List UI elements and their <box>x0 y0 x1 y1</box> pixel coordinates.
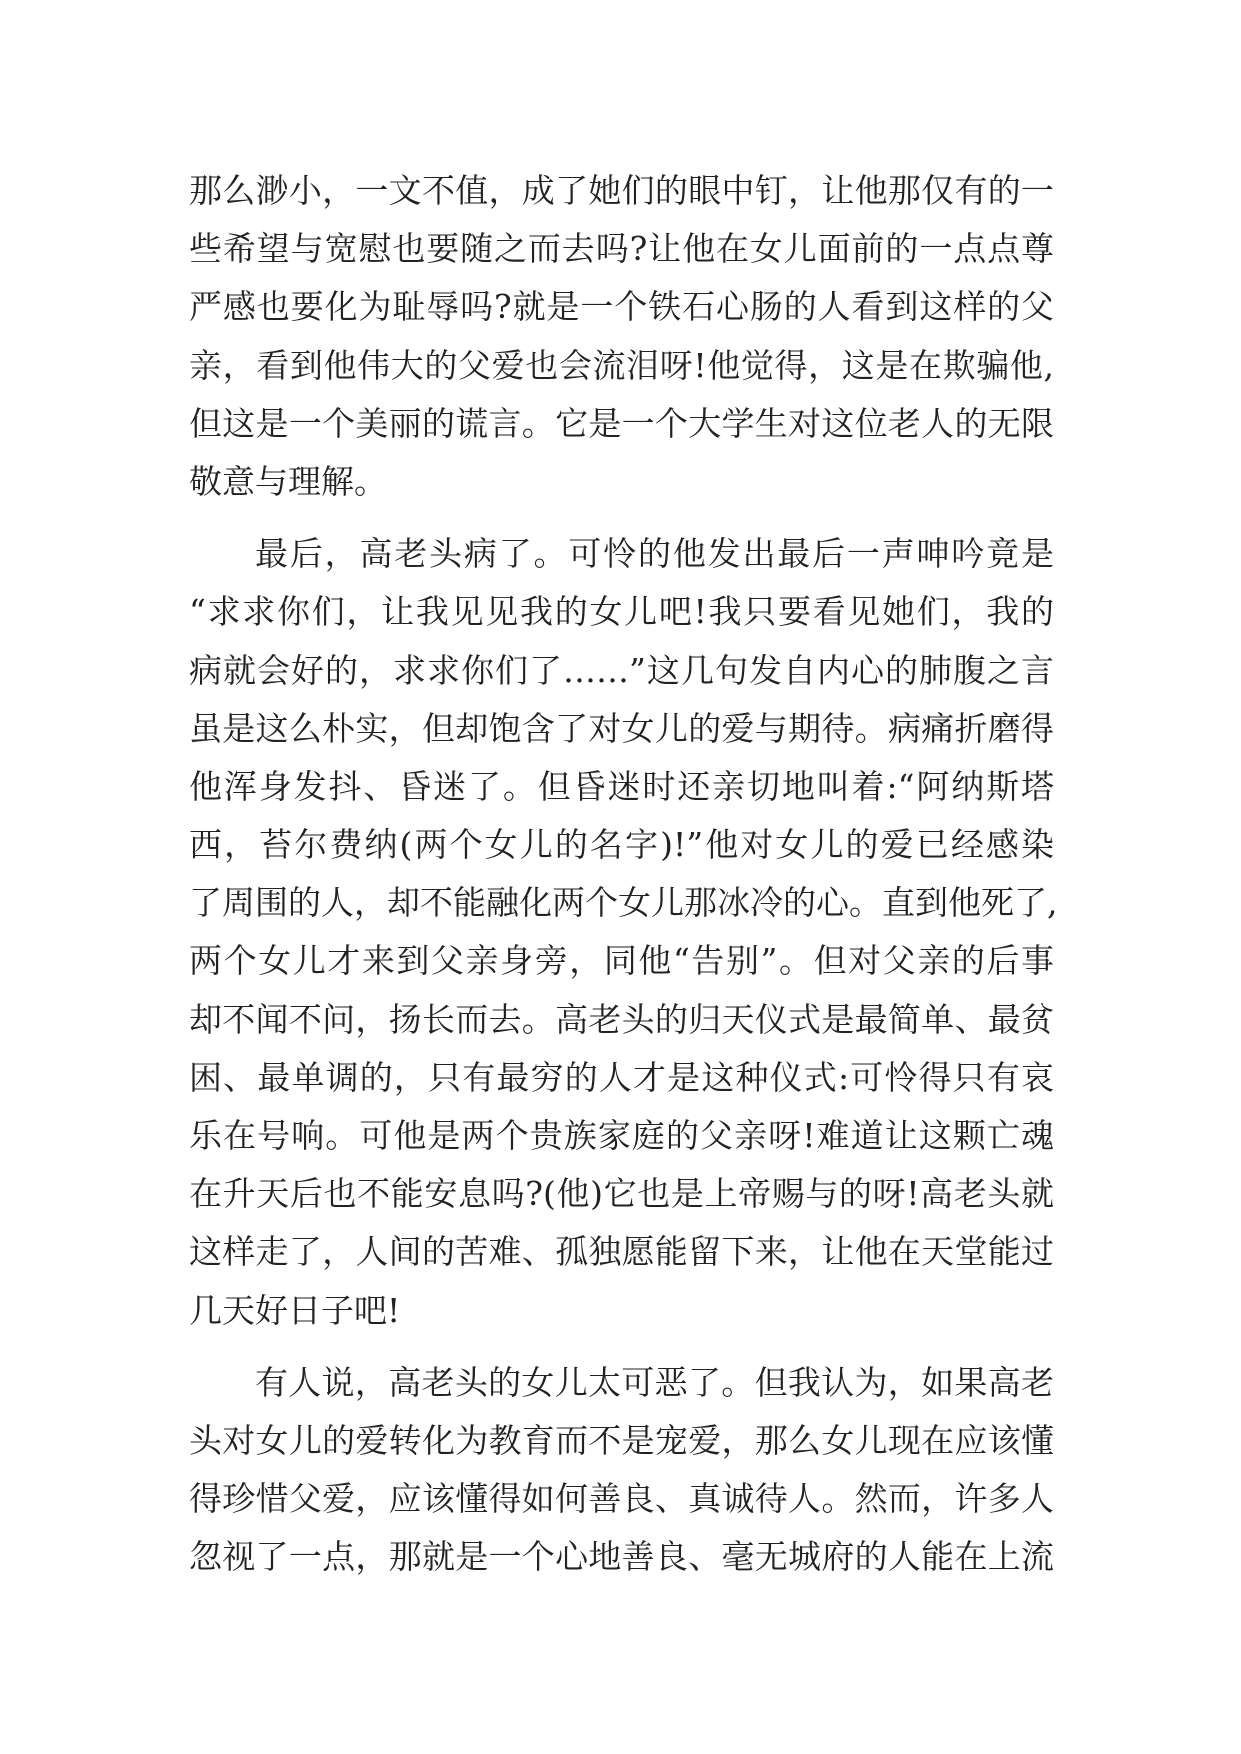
text-line: 虽是这么朴实，但却饱含了对女儿的爱与期待。病痛折磨得 <box>189 708 1054 748</box>
text-line: 最后，高老头病了。可怜的他发出最后一声呻吟竟是 <box>255 534 1054 574</box>
text-line: 在升天后也不能安息吗?(他)它也是上帝赐与的呀!高老头就 <box>189 1174 1054 1214</box>
text-line: 病就会好的，求求你们了……”这几句发自内心的肺腹之言 <box>189 650 1054 690</box>
text-line: 亲，看到他伟大的父爱也会流泪呀!他觉得，这是在欺骗他, <box>189 345 1054 385</box>
text-line: 这样走了，人间的苦难、孤独愿能留下来，让他在天堂能过 <box>189 1232 1054 1272</box>
text-line: 了周围的人，却不能融化两个女儿那冰冷的心。直到他死了, <box>189 883 1058 923</box>
text-line: 忽视了一点，那就是一个心地善良、毫无城府的人能在上流 <box>189 1537 1054 1577</box>
text-line: 几天好日子吧! <box>189 1290 401 1330</box>
text-line: 得珍惜父爱，应该懂得如何善良、真诚待人。然而，许多人 <box>189 1479 1054 1519</box>
text-line: 却不闻不问，扬长而去。高老头的归天仪式是最简单、最贫 <box>189 999 1054 1039</box>
text-line: 两个女儿才来到父亲身旁，同他“告别”。但对父亲的后事 <box>189 941 1054 981</box>
paragraph <box>189 162 1054 511</box>
text-line: 但这是一个美丽的谎言。它是一个大学生对这位老人的无限 <box>189 403 1054 443</box>
text-line: 有人说，高老头的女儿太可恶了。但我认为，如果高老 <box>255 1362 1054 1402</box>
paragraph <box>189 1354 1054 1587</box>
text-line: 困、最单调的，只有最穷的人才是这种仪式:可怜得只有哀 <box>189 1057 1054 1097</box>
paragraph <box>189 525 1058 1340</box>
text-line: 乐在号响。可他是两个贵族家庭的父亲呀!难道让这颗亡魂 <box>189 1116 1054 1155</box>
body-text <box>189 162 1058 1587</box>
text-line: 头对女儿的爱转化为教育而不是宠爱，那么女儿现在应该懂 <box>189 1420 1054 1460</box>
text-line: 敬意与理解。 <box>189 461 387 501</box>
paragraph-gap <box>189 1340 1054 1354</box>
text-line: 那么渺小，一文不值，成了她们的眼中钉，让他那仅有的一 <box>189 171 1054 210</box>
text-line: 西，苔尔费纳(两个女儿的名字)!”他对女儿的爱已经感染 <box>189 825 1054 865</box>
text-line: “求求你们，让我见见我的女儿吧!我只要看见她们，我的 <box>189 592 1054 632</box>
text-line: 严感也要化为耻辱吗?就是一个铁石心肠的人看到这样的父 <box>189 287 1054 327</box>
paragraph-gap <box>189 511 1054 525</box>
text-line: 他浑身发抖、昏迷了。但昏迷时还亲切地叫着:“阿纳斯塔 <box>189 766 1054 806</box>
text-line: 些希望与宽慰也要随之而去吗?让他在女儿面前的一点点尊 <box>189 229 1054 269</box>
